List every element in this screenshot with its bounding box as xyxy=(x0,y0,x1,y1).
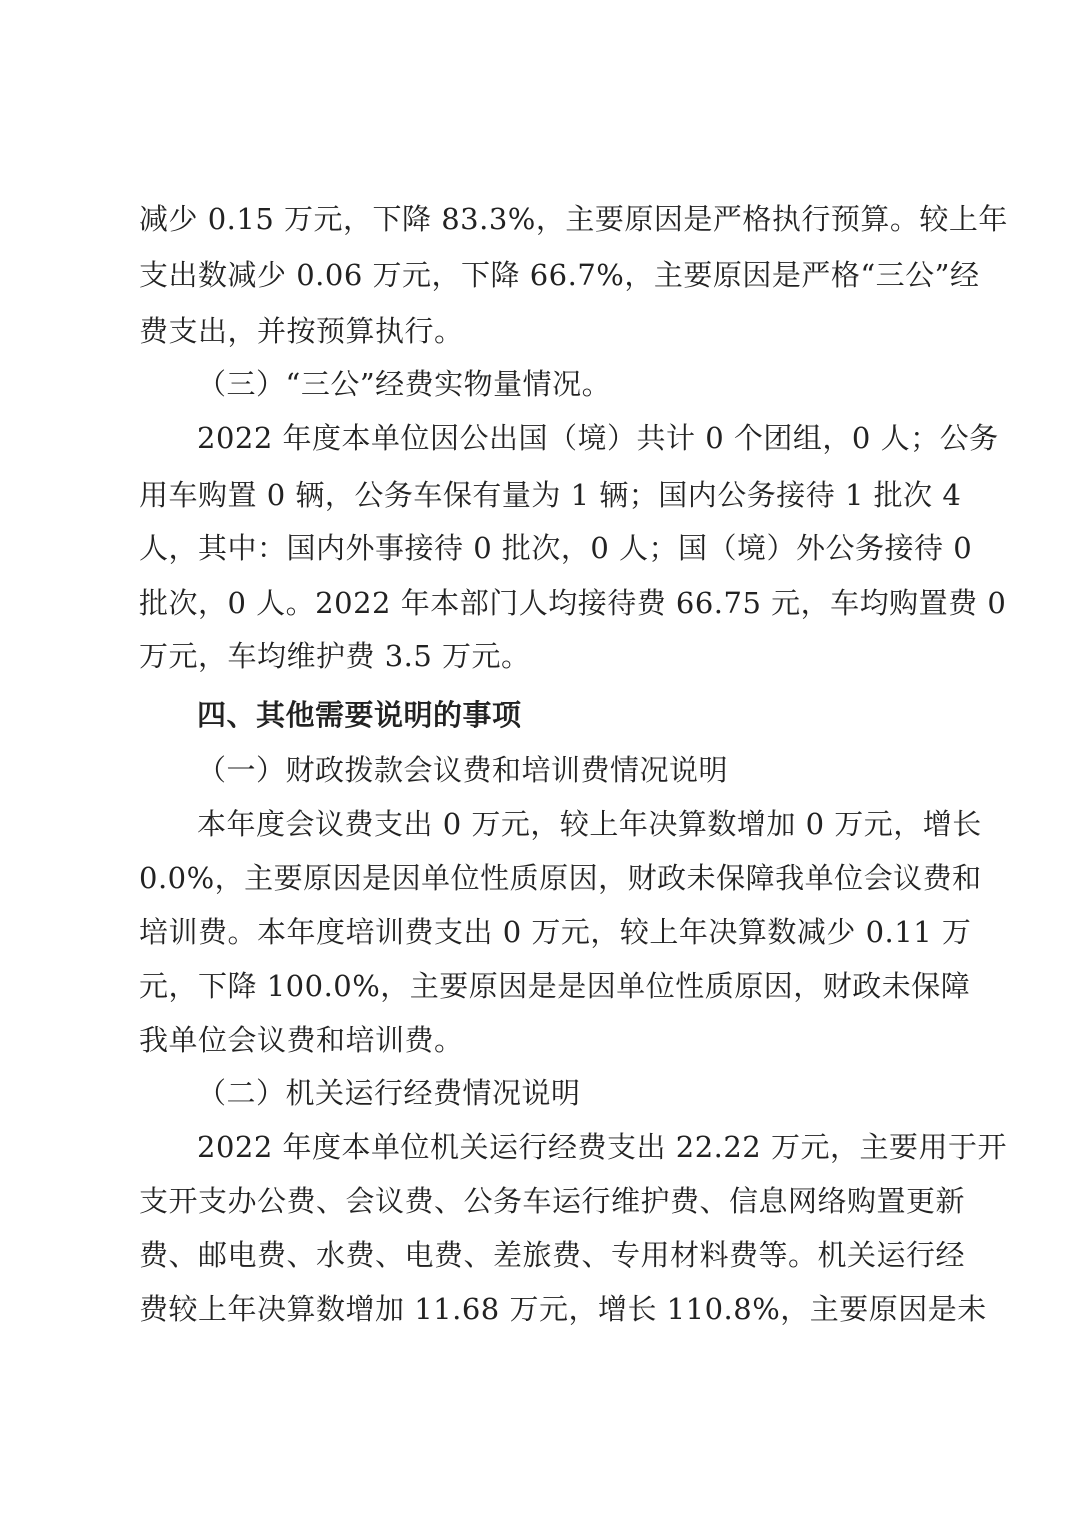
section-subheading: （一）财政拨款会议费和培训费情况说明 xyxy=(197,753,729,787)
text-line: 支出数减少 0.06 万元，下降 66.7%，主要原因是严格“三公”经 xyxy=(139,258,980,292)
text-line: 用车购置 0 辆，公务车保有量为 1 辆；国内公务接待 1 批次 4 xyxy=(139,478,962,512)
text-line: 批次，0 人。2022 年本部门人均接待费 66.75 元，车均购置费 0 xyxy=(139,586,1007,620)
section-heading: 四、其他需要说明的事项 xyxy=(197,698,522,732)
text-line: 费支出，并按预算执行。 xyxy=(139,314,464,348)
text-line: 培训费。本年度培训费支出 0 万元，较上年决算数减少 0.11 万 xyxy=(139,915,972,949)
text-line: 2022 年度本单位机关运行经费支出 22.22 万元，主要用于开 xyxy=(197,1130,1007,1164)
text-line: 费较上年决算数增加 11.68 万元，增长 110.8%，主要原因是未 xyxy=(139,1292,987,1326)
text-line: 2022 年度本单位因公出国（境）共计 0 个团组，0 人；公务 xyxy=(197,421,999,455)
text-line: 本年度会议费支出 0 万元，较上年决算数增加 0 万元，增长 xyxy=(197,807,982,841)
section-subheading: （二）机关运行经费情况说明 xyxy=(197,1076,581,1110)
text-line: 减少 0.15 万元，下降 83.3%，主要原因是严格执行预算。较上年 xyxy=(139,202,1008,236)
text-line: 支开支办公费、会议费、公务车运行维护费、信息网络购置更新 xyxy=(139,1184,966,1218)
text-line: 我单位会议费和培训费。 xyxy=(139,1023,464,1057)
text-line: 元，下降 100.0%，主要原因是是因单位性质原因，财政未保障 xyxy=(139,969,971,1003)
text-line: 费、邮电费、水费、电费、差旅费、专用材料费等。机关运行经 xyxy=(139,1238,966,1272)
text-line: 0.0%，主要原因是因单位性质原因，财政未保障我单位会议费和 xyxy=(139,861,982,895)
text-line: 万元，车均维护费 3.5 万元。 xyxy=(139,639,531,673)
text-line: 人，其中：国内外事接待 0 批次，0 人；国（境）外公务接待 0 xyxy=(139,531,973,565)
section-subheading: （三）“三公”经费实物量情况。 xyxy=(197,367,612,401)
